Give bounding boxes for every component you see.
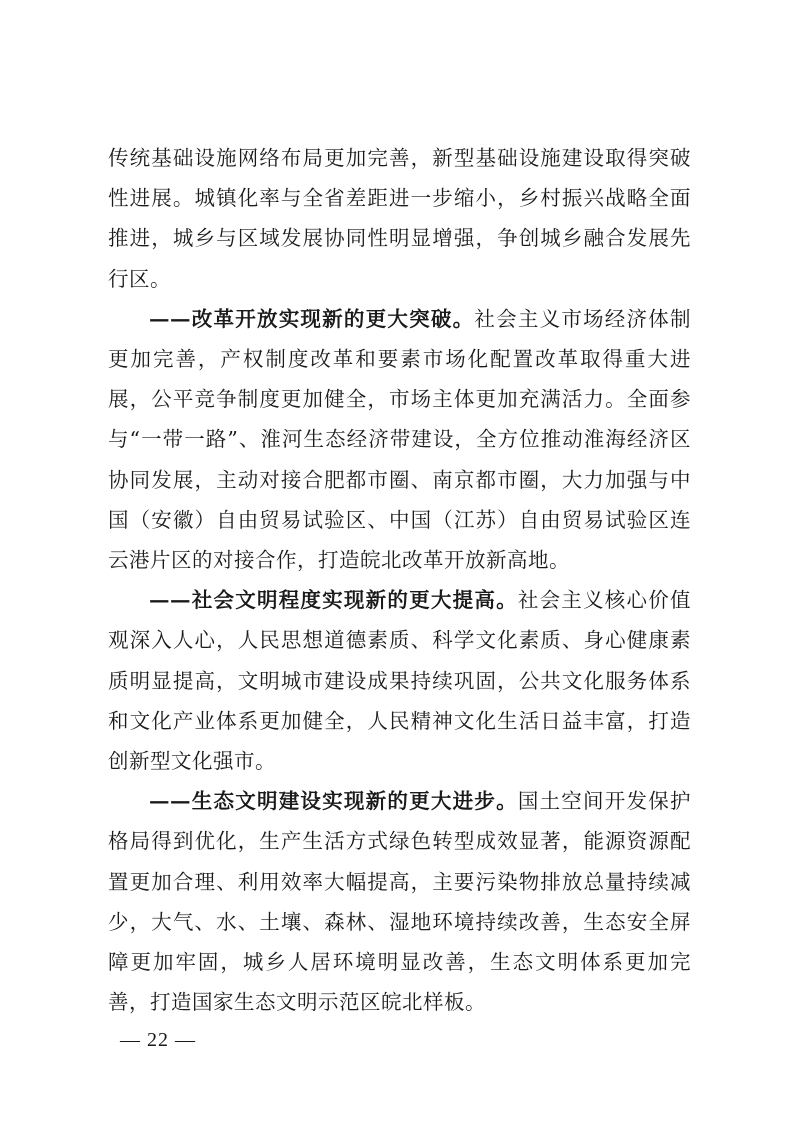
paragraph-civilization	[108, 580, 691, 781]
page-number: — 22 —	[120, 1029, 196, 1051]
paragraph-infrastructure	[108, 138, 691, 299]
paragraph-lead-heading: ——社会文明程度实现新的更大提高。	[149, 588, 518, 613]
document-body	[108, 138, 691, 1022]
paragraph-lead-heading: ——生态文明建设实现新的更大进步。	[149, 789, 518, 814]
paragraph-lead-heading: ——改革开放实现新的更大突破。	[149, 306, 475, 331]
paragraph-ecology	[108, 781, 691, 1022]
paragraph-text: 国土空间开发保护格局得到优化，生产生活方式绿色转型成效显著，能源资源配置更加合理、利用效率大幅提高，主要污染物排放总量持续减少，大气、水、土壤、森林、湿地环境持续改善，生态安全屏障更加牢固，城乡人居环境明显改善，生态文明体系更加完善，打造国家生态文明示范区皖北样板。	[108, 789, 692, 1015]
paragraph-text: 社会主义核心价值观深入人心，人民思想道德素质、科学文化素质、身心健康素质明显提高，文明城市建设成果持续巩固，公共文化服务体系和文化产业体系更加健全，人民精神文化生活日益丰富，打造创新型文化强市。	[108, 588, 692, 774]
paragraph-text: 传统基础设施网络布局更加完善，新型基础设施建设取得突破性进展。城镇化率与全省差距进一步缩小，乡村振兴战略全面推进，城乡与区域发展协同性明显增强，争创城乡融合发展先行区。	[108, 146, 691, 291]
paragraph-reform	[108, 299, 691, 580]
paragraph-text: 社会主义市场经济体制更加完善，产权制度改革和要素市场化配置改革取得重大进展，公平竞争制度更加健全，市场主体更加充满活力。全面参与“一带一路”、淮河生态经济带建设，全方位推动淮海经济区协同发展，主动对接合肥都市圈、南京都市圈，大力加强与中国（安徽）自由贸易试验区、中国（江苏）自由贸易试验区连云港片区的对接合作，打造皖北改革开放新高地。	[108, 306, 692, 573]
